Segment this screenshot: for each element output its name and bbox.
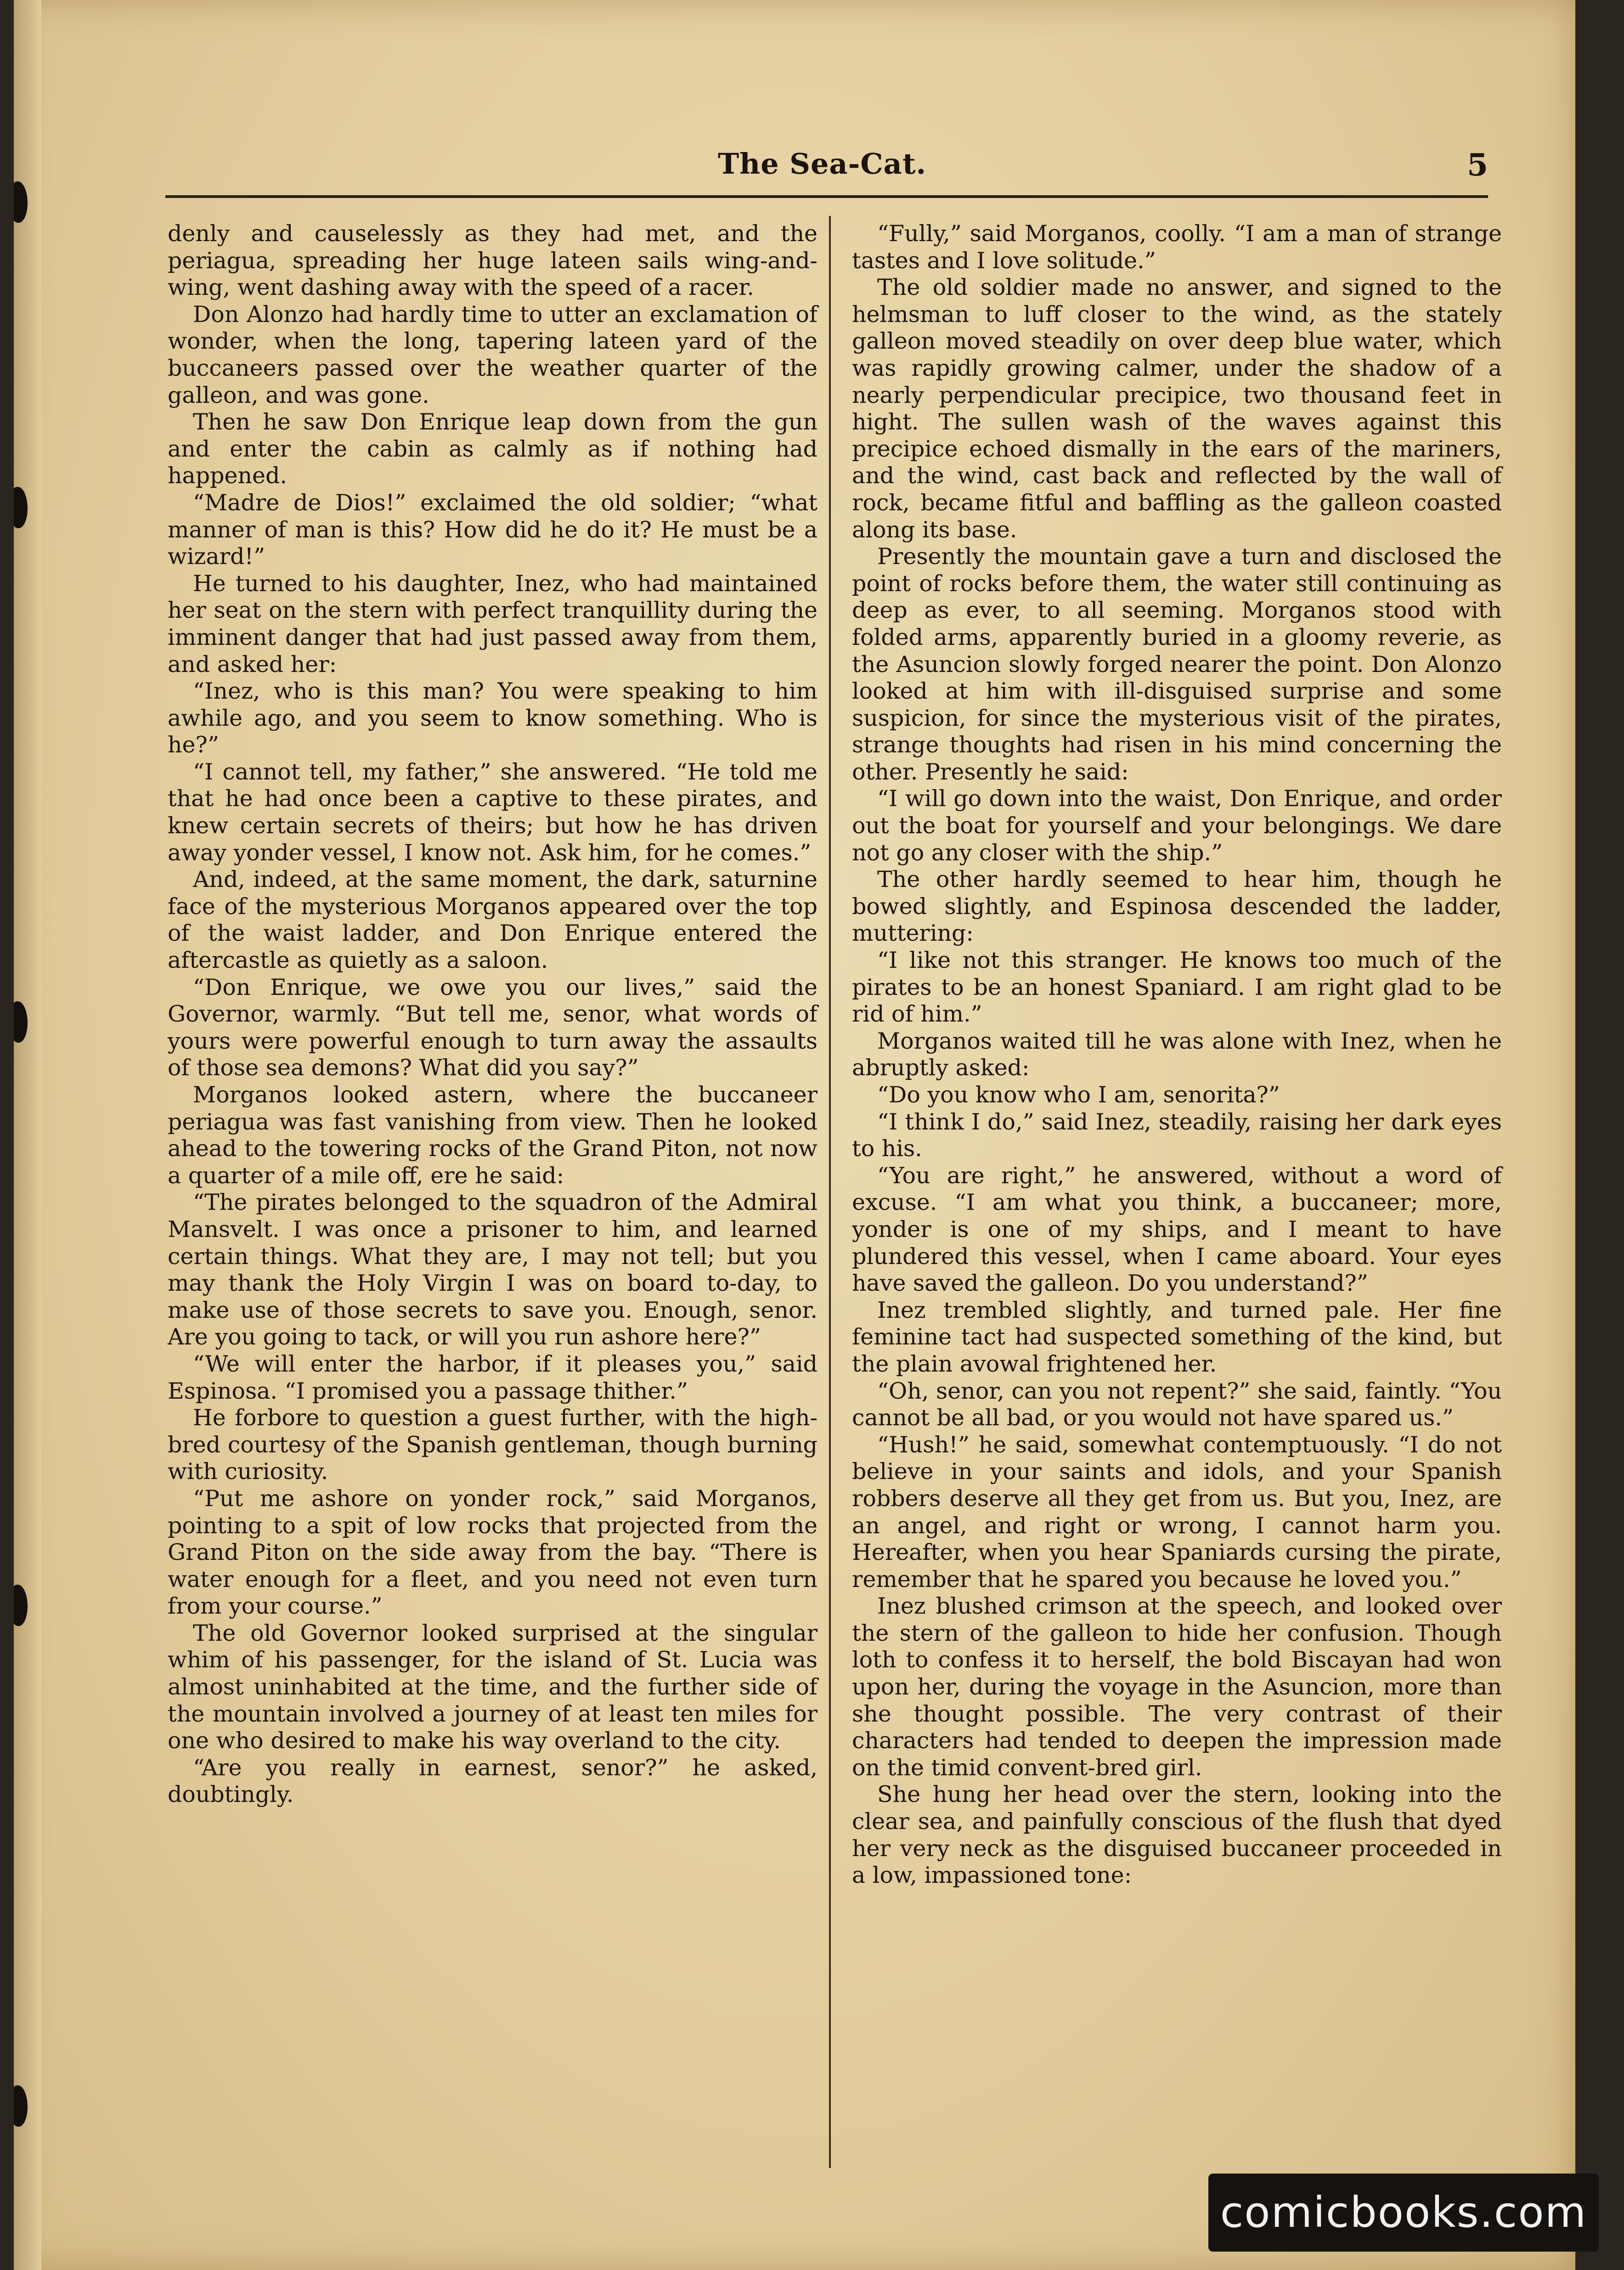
paragraph: The old Governor looked surprised at the singular whim of his passenger, for the island of St. Lucia was almost uninhabited at the time, and the further side of the mountain involved a journey of at least ten miles for one who desired to make his way overland to the city. <box>168 1620 818 1754</box>
text-columns <box>168 220 1500 2168</box>
paragraph: “The pirates belonged to the squadron of the Admiral Mansvelt. I was once a prisoner to him, and learned certain things. What they are, I may not tell; but you may thank the Holy Virgin I was on board to-day, to make use of those secrets to save you. Enough, senor. Are you going to tack, or will you run ashore here?” <box>168 1189 818 1350</box>
paragraph: “Hush!” he said, somewhat contemptuously. “I do not believe in your saints and idols, and your Spanish robbers deserve all they get from us. But you, Inez, are an angel, and right or wrong, I cannot harm you. Hereafter, when you hear Spaniards cursing the pirate, remember that he spared you because he loved you.” <box>852 1431 1502 1592</box>
left-column <box>168 220 818 2168</box>
paragraph: The other hardly seemed to hear him, though he bowed slightly, and Espinosa descended the ladder, muttering: <box>852 866 1502 947</box>
page-number: 5 <box>1467 147 1488 183</box>
paragraph: “I cannot tell, my father,” she answered. “He told me that he had once been a captive to these pirates, and knew certain secrets of theirs; but how he has driven away yonder vessel, I know not. Ask him, for he comes.” <box>168 758 818 866</box>
paragraph: “Fully,” said Morganos, coolly. “I am a man of strange tastes and I love solitude.” <box>852 220 1502 274</box>
paragraph: The old soldier made no answer, and signed to the helmsman to luff closer to the wind, as the stately galleon moved steadily on over deep blue water, which was rapidly growing calmer, under the shadow of a nearly perpendicular precipice, two thousand feet in hight. The sullen wash of the waves against this precipice echoed dismally in the ears of the mariners, and the wind, cast back and reflected by the wall of rock, became fitful and baffling as the galleon coasted along its base. <box>852 274 1502 543</box>
paragraph: “I will go down into the waist, Don Enrique, and order out the boat for yourself and your belongings. We dare not go any closer with the ship.” <box>852 785 1502 866</box>
running-title: The Sea-Cat. <box>717 147 927 181</box>
paragraph: “Inez, who is this man? You were speaking to him awhile ago, and you seem to know something. Who is he?” <box>168 678 818 758</box>
paragraph: He forbore to question a guest further, with the high-bred courtesy of the Spanish gentleman, though burning with curiosity. <box>168 1405 818 1485</box>
page-header <box>156 147 1488 193</box>
column-divider <box>829 216 831 2168</box>
paragraph: “Madre de Dios!” exclaimed the old soldier; “what manner of man is this? How did he do it? He must be a wizard!” <box>168 489 818 570</box>
paragraph: “Oh, senor, can you not repent?” she said, faintly. “You cannot be all bad, or you would not have spared us.” <box>852 1378 1502 1431</box>
paragraph: She hung her head over the stern, looking into the clear sea, and painfully conscious of the flush that dyed her very neck as the disguised buccaneer proceeded in a low, impassioned tone: <box>852 1781 1502 1889</box>
paragraph: Inez trembled slightly, and turned pale. Her fine feminine tact had suspected something of the kind, but the plain avowal frightened her. <box>852 1297 1502 1377</box>
paragraph: “Are you really in earnest, senor?” he asked, doubtingly. <box>168 1754 818 1808</box>
paragraph: “I like not this stranger. He knows too much of the pirates to be an honest Spaniard. I am right glad to be rid of him.” <box>852 947 1502 1028</box>
paragraph: Inez blushed crimson at the speech, and looked over the stern of the galleon to hide her confusion. Though loth to confess it to herself, the bold Biscayan had won upon her, during the voyage in the Asuncion, more than she thought possible. The very contrast of their characters had tended to deepen the impression made on the timid convent-bred girl. <box>852 1593 1502 1781</box>
paragraph: Don Alonzo had hardly time to utter an exclamation of wonder, when the long, tapering lateen yard of the buccaneers passed over the weather quarter of the galleon, and was gone. <box>168 301 818 408</box>
paragraph: He turned to his daughter, Inez, who had maintained her seat on the stern with perfect tranquillity during the imminent danger that had just passed away from them, and asked her: <box>168 570 818 678</box>
right-column <box>852 220 1502 2168</box>
paragraph: And, indeed, at the same moment, the dark, saturnine face of the mysterious Morganos appeared over the top of the waist ladder, and Don Enrique entered the aftercastle as quietly as a saloon. <box>168 866 818 974</box>
header-rule <box>165 195 1488 198</box>
paragraph: Then he saw Don Enrique leap down from the gun and enter the cabin as calmly as if nothing had happened. <box>168 409 818 489</box>
paragraph: “We will enter the harbor, if it pleases you,” said Espinosa. “I promised you a passage thither.” <box>168 1350 818 1404</box>
paragraph: Presently the mountain gave a turn and disclosed the point of rocks before them, the water still continuing as deep as ever, to all seeming. Morganos stood with folded arms, apparently buried in a gloomy reverie, as the Asuncion slowly forged nearer the point. Don Alonzo looked at him with ill-disguised surprise and some suspicion, for since the mysterious visit of the pirates, strange thoughts had risen in his mind concerning the other. Presently he said: <box>852 543 1502 785</box>
page-binding <box>14 0 41 2270</box>
watermark-badge: comicbooks.com <box>1208 2174 1599 2252</box>
paragraph: “Don Enrique, we owe you our lives,” said the Governor, warmly. “But tell me, senor, what words of yours were powerful enough to turn away the assaults of those sea demons? What did you say?” <box>168 974 818 1081</box>
paragraph: Morganos waited till he was alone with Inez, when he abruptly asked: <box>852 1028 1502 1081</box>
paragraph: “You are right,” he answered, without a word of excuse. “I am what you think, a buccaneer; more, yonder is one of my ships, and I meant to have plundered this vessel, when I came aboard. Your eyes have saved the galleon. Do you understand?” <box>852 1162 1502 1297</box>
paragraph: “I think I do,” said Inez, steadily, raising her dark eyes to his. <box>852 1108 1502 1162</box>
paragraph: denly and causelessly as they had met, and the periagua, spreading her huge lateen sails wing-and-wing, went dashing away with the speed of a racer. <box>168 220 818 301</box>
paragraph: “Put me ashore on yonder rock,” said Morganos, pointing to a spit of low rocks that projected from the Grand Piton on the side away from the bay. “There is water enough for a fleet, and you need not even turn from your course.” <box>168 1485 818 1620</box>
paragraph: Morganos looked astern, where the buccaneer periagua was fast vanishing from view. Then he looked ahead to the towering rocks of the Grand Piton, not now a quarter of a mile off, ere he said: <box>168 1082 818 1189</box>
paragraph: “Do you know who I am, senorita?” <box>877 1082 1280 1108</box>
